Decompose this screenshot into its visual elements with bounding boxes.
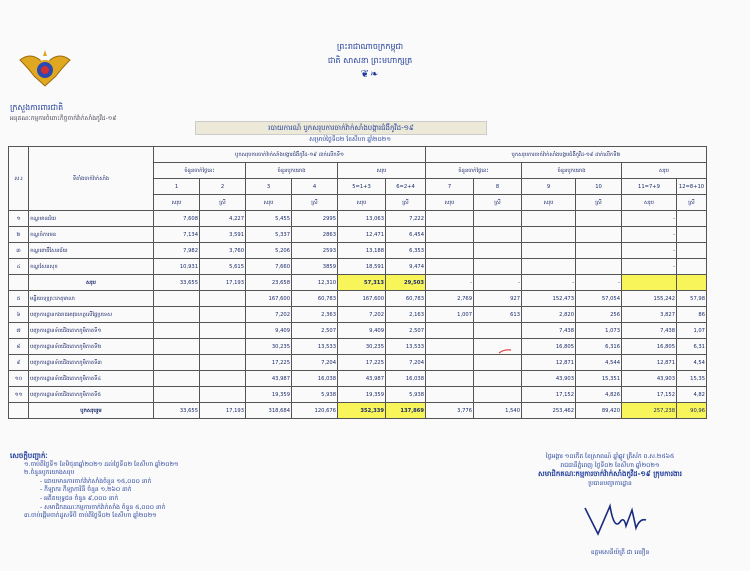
row-number: ៩ bbox=[9, 355, 29, 371]
row-value bbox=[426, 355, 474, 371]
row-value bbox=[474, 243, 522, 259]
row-value bbox=[154, 355, 200, 371]
row-value: 4,82 bbox=[677, 387, 707, 403]
row-value: 2,507 bbox=[386, 323, 426, 339]
row-value: 16,805 bbox=[622, 339, 677, 355]
table-header-row-1 bbox=[9, 147, 707, 163]
row-value: 12,310 bbox=[292, 275, 338, 291]
row-value: 13,063 bbox=[338, 211, 386, 227]
row-value bbox=[426, 227, 474, 243]
row-place-name: ខណ្ឌពោធិ៍សែនជ័យ bbox=[29, 243, 154, 259]
header-dose2: បូកសរុបការចាក់វ៉ាក់សាំងបង្ការជំងឺកូវីដ-១៩ ដាក់លើកទី២ bbox=[426, 147, 707, 163]
col-kind: សរុប bbox=[154, 195, 200, 211]
row-value: 3,776 bbox=[426, 403, 474, 419]
row-value: 6,31 bbox=[677, 339, 707, 355]
row-value: 352,339 bbox=[338, 403, 386, 419]
header-place: ទីតាំងចាក់វ៉ាក់សាំង bbox=[29, 147, 154, 211]
row-number bbox=[9, 275, 29, 291]
row-value: 7,608 bbox=[154, 211, 200, 227]
row-value: - bbox=[474, 275, 522, 291]
row-value: 30,235 bbox=[338, 339, 386, 355]
col-number: 2 bbox=[200, 179, 246, 195]
col-kind: ស្រី bbox=[292, 195, 338, 211]
header-total-2: សរុប bbox=[622, 163, 707, 179]
ornament-divider: ❦❧ bbox=[360, 69, 380, 80]
row-value bbox=[522, 243, 576, 259]
note-line: ១.ចាប់ពីថ្ងៃទី១ ខែមិថុនាឆ្នាំ២០២១ ដល់ថ្ងៃទី០២ ខែសីហា ឆ្នាំ២០២១ bbox=[24, 460, 179, 468]
ministry-emblem-icon bbox=[16, 46, 74, 94]
report-title: របាយការណ៍ បូកសរុបការចាក់វ៉ាក់សាំងបង្ការជំងឺកូវីដ-១៩ bbox=[195, 121, 487, 135]
row-value: 2,507 bbox=[292, 323, 338, 339]
row-value: 318,684 bbox=[246, 403, 292, 419]
row-place-name: បញ្ជាការដ្ឋានទ័ពជើងគោកភូមិភាគទី៣ bbox=[29, 355, 154, 371]
row-value bbox=[576, 211, 622, 227]
row-value: 17,152 bbox=[622, 387, 677, 403]
row-value: 7,134 bbox=[154, 227, 200, 243]
row-value: - bbox=[522, 275, 576, 291]
row-value: 5,615 bbox=[200, 259, 246, 275]
table-row bbox=[9, 291, 707, 307]
row-value bbox=[474, 355, 522, 371]
row-value: 167,600 bbox=[338, 291, 386, 307]
row-value: 86 bbox=[677, 307, 707, 323]
row-value: 12,871 bbox=[522, 355, 576, 371]
row-value: - bbox=[622, 243, 677, 259]
row-value: 1,007 bbox=[426, 307, 474, 323]
row-value bbox=[474, 371, 522, 387]
row-value: 10,931 bbox=[154, 259, 200, 275]
row-number: ៥ bbox=[9, 291, 29, 307]
row-value: 7,204 bbox=[292, 355, 338, 371]
row-number: ៦ bbox=[9, 307, 29, 323]
row-value: 7,982 bbox=[154, 243, 200, 259]
row-value bbox=[154, 371, 200, 387]
committee-name: អនុគណៈកម្មការចំពោះកិច្ចចាក់វ៉ាក់សាំងកូវីដ-១៩ bbox=[10, 115, 117, 122]
row-value bbox=[474, 227, 522, 243]
row-value: 6,454 bbox=[386, 227, 426, 243]
row-value bbox=[677, 259, 707, 275]
table-row bbox=[9, 355, 707, 371]
row-value: - bbox=[426, 275, 474, 291]
row-value bbox=[677, 243, 707, 259]
row-value: - bbox=[622, 211, 677, 227]
row-value bbox=[474, 323, 522, 339]
row-value: 15,351 bbox=[576, 371, 622, 387]
row-value: 9,474 bbox=[386, 259, 426, 275]
row-value: 30,235 bbox=[246, 339, 292, 355]
row-value bbox=[522, 227, 576, 243]
row-value: 16,038 bbox=[386, 371, 426, 387]
col-number: 10 bbox=[576, 179, 622, 195]
row-place-name: មន្ទីរពេទ្យព្រះកេតុមាលា bbox=[29, 291, 154, 307]
row-number: ១០ bbox=[9, 371, 29, 387]
row-value bbox=[154, 291, 200, 307]
col-kind: សរុប bbox=[426, 195, 474, 211]
row-value: 256 bbox=[576, 307, 622, 323]
row-value: 7,222 bbox=[386, 211, 426, 227]
row-value: 17,225 bbox=[338, 355, 386, 371]
row-value bbox=[522, 259, 576, 275]
row-value: 43,903 bbox=[522, 371, 576, 387]
row-value: 60,783 bbox=[386, 291, 426, 307]
row-value: 29,503 bbox=[386, 275, 426, 291]
row-value: 7,438 bbox=[622, 323, 677, 339]
row-value: 43,903 bbox=[622, 371, 677, 387]
kingdom-name: ព្រះរាជាណាចក្រកម្ពុជា bbox=[336, 42, 404, 51]
col-kind: ស្រី bbox=[474, 195, 522, 211]
row-value: 120,676 bbox=[292, 403, 338, 419]
row-value bbox=[576, 243, 622, 259]
col-number: 9 bbox=[522, 179, 576, 195]
header-cumulative: ចំនួនបូកយោង bbox=[246, 163, 338, 179]
row-value bbox=[426, 211, 474, 227]
row-value: 5,337 bbox=[246, 227, 292, 243]
row-value: 257,238 bbox=[622, 403, 677, 419]
row-value bbox=[154, 339, 200, 355]
row-value: 7,204 bbox=[386, 355, 426, 371]
row-value: 19,359 bbox=[246, 387, 292, 403]
col-number: 5=1+3 bbox=[338, 179, 386, 195]
ministry-block bbox=[10, 102, 117, 124]
header-today: ចំនួនចាក់ថ្ងៃនេះ bbox=[154, 163, 246, 179]
row-place-name: ខណ្ឌសែនសុខ bbox=[29, 259, 154, 275]
row-value: - bbox=[576, 275, 622, 291]
col-kind: ស្រី bbox=[576, 195, 622, 211]
note-line: ៣.ចាប់ផ្ដើមចាក់ដូសទីបី ចាប់ពីថ្ងៃទី០២ ខែសីហា ឆ្នាំ២០២១ bbox=[24, 512, 157, 520]
notes-list bbox=[10, 461, 310, 521]
header-no: ល.រ bbox=[9, 147, 29, 211]
row-value: 57,98 bbox=[677, 291, 707, 307]
row-value bbox=[200, 307, 246, 323]
notes-heading: សេចក្ដីបញ្ជាក់ៈ bbox=[10, 452, 48, 460]
lunar-date: ថ្ងៃអង្គារ ១០កើត ខែស្រាពណ៍ ឆ្នាំឆ្លូវ ត្រីស័ក ព.ស.២៥៦៥ bbox=[545, 453, 675, 460]
row-value: 2,163 bbox=[386, 307, 426, 323]
row-value: 23,658 bbox=[246, 275, 292, 291]
row-number: ៧ bbox=[9, 323, 29, 339]
row-value: 9,409 bbox=[246, 323, 292, 339]
row-value: 1,540 bbox=[474, 403, 522, 419]
table-row bbox=[9, 387, 707, 403]
row-value: 137,869 bbox=[386, 403, 426, 419]
col-kind: សរុប bbox=[622, 195, 677, 211]
row-number: ២ bbox=[9, 227, 29, 243]
row-value: - bbox=[622, 227, 677, 243]
row-value bbox=[522, 211, 576, 227]
signer-role: សមាជិកគណៈកម្មការចាក់វ៉ាក់សាំងកូវីដ-១៩ ក្រុមការងារ bbox=[538, 470, 682, 478]
row-value bbox=[677, 275, 707, 291]
row-place-name: សរុប bbox=[29, 275, 154, 291]
row-value: 13,533 bbox=[386, 339, 426, 355]
row-value: 7,660 bbox=[246, 259, 292, 275]
row-value bbox=[677, 211, 707, 227]
table-summary-row bbox=[9, 275, 707, 291]
row-value: 16,805 bbox=[522, 339, 576, 355]
row-value bbox=[622, 275, 677, 291]
row-value bbox=[426, 243, 474, 259]
row-value: 2995 bbox=[292, 211, 338, 227]
header-dose1: បូកសរុបការចាក់វ៉ាក់សាំងបង្ការជំងឺកូវីដ-១៩ ដាក់លើកទី១ bbox=[154, 147, 426, 163]
table-summary-row bbox=[9, 403, 707, 419]
handwritten-signature-icon bbox=[580, 500, 650, 540]
row-value: 33,655 bbox=[154, 403, 200, 419]
note-line: - សមាជិកគណៈកម្មការចាក់វ៉ាក់សាំង ចំនួន ៥,០០០ នាក់ bbox=[40, 503, 166, 511]
row-value: 5,206 bbox=[246, 243, 292, 259]
row-value: 12,471 bbox=[338, 227, 386, 243]
row-value: 2,769 bbox=[426, 291, 474, 307]
table-row bbox=[9, 339, 707, 355]
row-value: 6,316 bbox=[576, 339, 622, 355]
row-value bbox=[474, 211, 522, 227]
row-value bbox=[426, 371, 474, 387]
row-value: 2863 bbox=[292, 227, 338, 243]
row-value: 17,225 bbox=[246, 355, 292, 371]
row-place-name: ខណ្ឌមានជ័យ bbox=[29, 211, 154, 227]
row-place-name: បញ្ជាការដ្ឋានទ័ពជើងគោកភូមិភាគទី៥ bbox=[29, 387, 154, 403]
row-value bbox=[576, 259, 622, 275]
row-place-name: បូកសរុបរួម bbox=[29, 403, 154, 419]
row-value: 2,820 bbox=[522, 307, 576, 323]
col-kind: សរុប bbox=[338, 195, 386, 211]
red-pen-mark bbox=[498, 348, 512, 354]
col-kind: សរុប bbox=[246, 195, 292, 211]
row-value: 57,313 bbox=[338, 275, 386, 291]
row-value: 43,987 bbox=[246, 371, 292, 387]
row-value: 43,987 bbox=[338, 371, 386, 387]
row-value bbox=[200, 339, 246, 355]
row-value: 253,462 bbox=[522, 403, 576, 419]
row-value: 57,054 bbox=[576, 291, 622, 307]
col-kind: ស្រី bbox=[677, 195, 707, 211]
row-value bbox=[426, 339, 474, 355]
row-value: 5,455 bbox=[246, 211, 292, 227]
row-value: 3,827 bbox=[622, 307, 677, 323]
row-value bbox=[154, 387, 200, 403]
row-value: 1,07 bbox=[677, 323, 707, 339]
row-value bbox=[677, 227, 707, 243]
row-value bbox=[200, 291, 246, 307]
row-value: 3,760 bbox=[200, 243, 246, 259]
table-row bbox=[9, 259, 707, 275]
row-value: 2593 bbox=[292, 243, 338, 259]
row-value bbox=[200, 355, 246, 371]
row-value: 12,871 bbox=[622, 355, 677, 371]
col-number: 6=2+4 bbox=[386, 179, 426, 195]
row-value bbox=[426, 387, 474, 403]
header-today-2: ចំនួនចាក់ថ្ងៃនេះ bbox=[426, 163, 522, 179]
row-value: 60,783 bbox=[292, 291, 338, 307]
table-row bbox=[9, 243, 707, 259]
table-row bbox=[9, 227, 707, 243]
note-line: ២.ចំនួនបូកយោងសរុប bbox=[24, 469, 75, 477]
notes-section bbox=[10, 452, 310, 521]
table-row bbox=[9, 323, 707, 339]
row-value bbox=[200, 387, 246, 403]
col-kind: សរុប bbox=[522, 195, 576, 211]
row-number: ៨ bbox=[9, 339, 29, 355]
row-value bbox=[474, 387, 522, 403]
row-value: 6,353 bbox=[386, 243, 426, 259]
report-date: សម្រាប់ថ្ងៃទី០២ ខែសីហា ឆ្នាំ២០២១ bbox=[309, 136, 391, 143]
row-value: 927 bbox=[474, 291, 522, 307]
row-number: ៤ bbox=[9, 259, 29, 275]
row-value: 3859 bbox=[292, 259, 338, 275]
header-cumulative-2: ចំនួនបូកយោង bbox=[522, 163, 622, 179]
row-value: 5,938 bbox=[386, 387, 426, 403]
signer-name: ឧត្តមសេនីយ៍ត្រី ជា ឈឿន bbox=[590, 549, 650, 556]
col-number: 1 bbox=[154, 179, 200, 195]
row-place-name: បញ្ជាការដ្ឋានទ័ពជើងគោកភូមិភាគទី១ bbox=[29, 323, 154, 339]
row-place-name: បញ្ជាការដ្ឋានទ័ពជើងគោកភូមិភាគទី២ bbox=[29, 339, 154, 355]
row-value: 89,420 bbox=[576, 403, 622, 419]
row-value: 9,409 bbox=[338, 323, 386, 339]
col-number: 11=7+9 bbox=[622, 179, 677, 195]
row-value bbox=[576, 227, 622, 243]
header-total: សរុប bbox=[338, 163, 426, 179]
col-number: 8 bbox=[474, 179, 522, 195]
table-row bbox=[9, 371, 707, 387]
row-value: 15,35 bbox=[677, 371, 707, 387]
row-value: 19,359 bbox=[338, 387, 386, 403]
signer-office: ប្រធានបញ្ជាការដ្ឋាន bbox=[588, 480, 632, 487]
row-place-name: ខណ្ឌចំការមន bbox=[29, 227, 154, 243]
row-value: 16,038 bbox=[292, 371, 338, 387]
vaccination-table bbox=[8, 146, 707, 419]
row-number bbox=[9, 403, 29, 419]
row-value: 7,202 bbox=[246, 307, 292, 323]
row-value: 4,544 bbox=[576, 355, 622, 371]
col-number: 7 bbox=[426, 179, 474, 195]
row-value: 4,826 bbox=[576, 387, 622, 403]
row-value: 2,363 bbox=[292, 307, 338, 323]
row-value bbox=[426, 259, 474, 275]
solar-date: រាជធានីភ្នំពេញ ថ្ងៃទី០២ ខែសីហា ឆ្នាំ២០២១ bbox=[560, 462, 660, 469]
table-row bbox=[9, 307, 707, 323]
row-value bbox=[200, 371, 246, 387]
ministry-name: ក្រសួងការពារជាតិ bbox=[10, 103, 64, 112]
national-motto: ជាតិ សាសនា ព្រះមហាក្សត្រ bbox=[327, 56, 413, 65]
table-row bbox=[9, 211, 707, 227]
signature-block bbox=[500, 452, 720, 488]
row-value: 7,202 bbox=[338, 307, 386, 323]
row-number: ១ bbox=[9, 211, 29, 227]
row-value: 17,193 bbox=[200, 403, 246, 419]
col-kind: ស្រី bbox=[200, 195, 246, 211]
row-value bbox=[426, 323, 474, 339]
row-value: 7,438 bbox=[522, 323, 576, 339]
row-value bbox=[200, 323, 246, 339]
row-value: 152,473 bbox=[522, 291, 576, 307]
row-value: 17,152 bbox=[522, 387, 576, 403]
row-value: 155,242 bbox=[622, 291, 677, 307]
row-number: ៣ bbox=[9, 243, 29, 259]
col-number: 3 bbox=[246, 179, 292, 195]
row-value: 33,655 bbox=[154, 275, 200, 291]
note-line: - កីឡាករ កីឡាការិនី ចំនួន ១,២៦០ នាក់ bbox=[40, 486, 132, 494]
row-value: 17,193 bbox=[200, 275, 246, 291]
row-value: 3,591 bbox=[200, 227, 246, 243]
row-value: 1,073 bbox=[576, 323, 622, 339]
kingdom-header bbox=[290, 40, 450, 82]
note-line: - ដោយមានការចាក់វ៉ាក់សាំងចំនួន ១៥,០០០ នាក់ bbox=[40, 477, 152, 485]
row-number: ១១ bbox=[9, 387, 29, 403]
col-number: 4 bbox=[292, 179, 338, 195]
row-value: 13,188 bbox=[338, 243, 386, 259]
row-place-name: បញ្ជាការដ្ឋានកងរាជអាវុធហត្ថលើផ្ទៃប្រទេស bbox=[29, 307, 154, 323]
row-value bbox=[154, 323, 200, 339]
row-place-name: បញ្ជាការដ្ឋានទ័ពជើងគោកភូមិភាគទី៤ bbox=[29, 371, 154, 387]
row-value: 18,591 bbox=[338, 259, 386, 275]
row-value: 4,54 bbox=[677, 355, 707, 371]
row-value: 5,938 bbox=[292, 387, 338, 403]
col-kind: ស្រី bbox=[386, 195, 426, 211]
row-value bbox=[154, 307, 200, 323]
row-value: 4,227 bbox=[200, 211, 246, 227]
row-value: 167,600 bbox=[246, 291, 292, 307]
note-line: - អតីតយុទ្ធជន ចំនួន ៩,០០០ នាក់ bbox=[40, 494, 119, 502]
row-value: 613 bbox=[474, 307, 522, 323]
row-value: - bbox=[622, 259, 677, 275]
row-value: 13,533 bbox=[292, 339, 338, 355]
row-value bbox=[474, 259, 522, 275]
col-number: 12=8+10 bbox=[677, 179, 707, 195]
row-value: 90,96 bbox=[677, 403, 707, 419]
